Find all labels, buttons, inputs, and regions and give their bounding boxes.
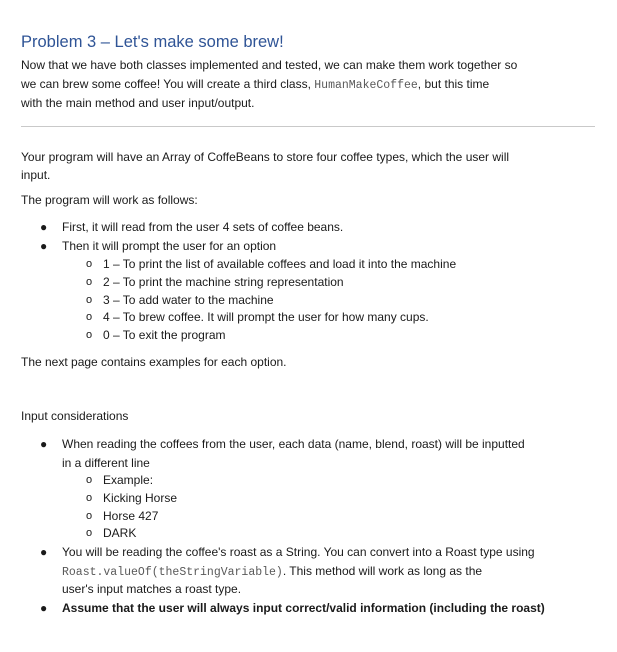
- input-considerations-heading: Input considerations: [21, 409, 129, 423]
- circle-bullet-icon: o: [86, 510, 93, 522]
- bullet-icon: ●: [40, 220, 48, 234]
- option-text: 0 – To exit the program: [103, 328, 226, 342]
- class-name-code: HumanMakeCoffee: [314, 79, 418, 92]
- section-divider: [21, 126, 595, 127]
- circle-bullet-icon: o: [86, 311, 93, 323]
- problem-heading: Problem 3 – Let's make some brew!: [21, 33, 284, 51]
- roast-line-2-end: . This method will work as long as the: [282, 564, 483, 578]
- example-text: Example:: [103, 473, 154, 487]
- option-text: 4 – To brew coffee. It will prompt the user for how many cups.: [103, 310, 429, 324]
- intro-line-3: with the main method and user input/output.: [21, 96, 255, 110]
- example-text: Kicking Horse: [103, 491, 178, 505]
- option-text: 2 – To print the machine string representation: [103, 275, 344, 289]
- roast-line-3: user's input matches a roast type.: [62, 582, 242, 596]
- roast-line-1: You will be reading the coffee's roast as a String. You can convert into a Roast type using: [62, 545, 535, 559]
- step-text: Then it will prompt the user for an option: [62, 239, 277, 253]
- example-text: DARK: [103, 526, 137, 540]
- circle-bullet-icon: o: [86, 492, 93, 504]
- intro-line-2-text: we can brew some coffee! You will create a third class,: [21, 77, 315, 91]
- circle-bullet-icon: o: [86, 258, 93, 270]
- circle-bullet-icon: o: [86, 329, 93, 341]
- array-para-line-1: Your program will have an Array of CoffeBeans to store four coffee types, which the user will: [21, 150, 510, 164]
- intro-line-1: Now that we have both classes implemented and tested, we can make them work together so: [21, 58, 518, 72]
- bullet-icon: ●: [40, 239, 48, 253]
- circle-bullet-icon: o: [86, 527, 93, 539]
- circle-bullet-icon: o: [86, 474, 93, 486]
- next-page-text: The next page contains examples for each option.: [21, 355, 287, 369]
- consideration-line-1: When reading the coffees from the user, each data (name, blend, roast) will be inputted: [62, 437, 525, 451]
- bullet-icon: ●: [40, 437, 48, 451]
- consideration-line-2: in a different line: [62, 456, 150, 470]
- bullet-icon: ●: [40, 601, 48, 615]
- roast-line-2: [62, 562, 482, 582]
- intro-line-2-end: , but this time: [417, 77, 490, 91]
- works-as-text: The program will work as follows:: [21, 193, 198, 207]
- option-text: 3 – To add water to the machine: [103, 293, 274, 307]
- option-text: 1 – To print the list of available coffees and load it into the machine: [103, 257, 457, 271]
- array-para-line-2: input.: [21, 168, 51, 182]
- valid-input-note: Assume that the user will always input correct/valid information (including the roast): [62, 601, 545, 615]
- circle-bullet-icon: o: [86, 294, 93, 306]
- circle-bullet-icon: o: [86, 276, 93, 288]
- intro-line-2: [21, 75, 489, 95]
- step-text: First, it will read from the user 4 sets of coffee beans.: [62, 220, 344, 234]
- example-text: Horse 427: [103, 509, 159, 523]
- roast-valueof-code: Roast.valueOf(theStringVariable): [62, 566, 283, 579]
- bullet-icon: ●: [40, 545, 48, 559]
